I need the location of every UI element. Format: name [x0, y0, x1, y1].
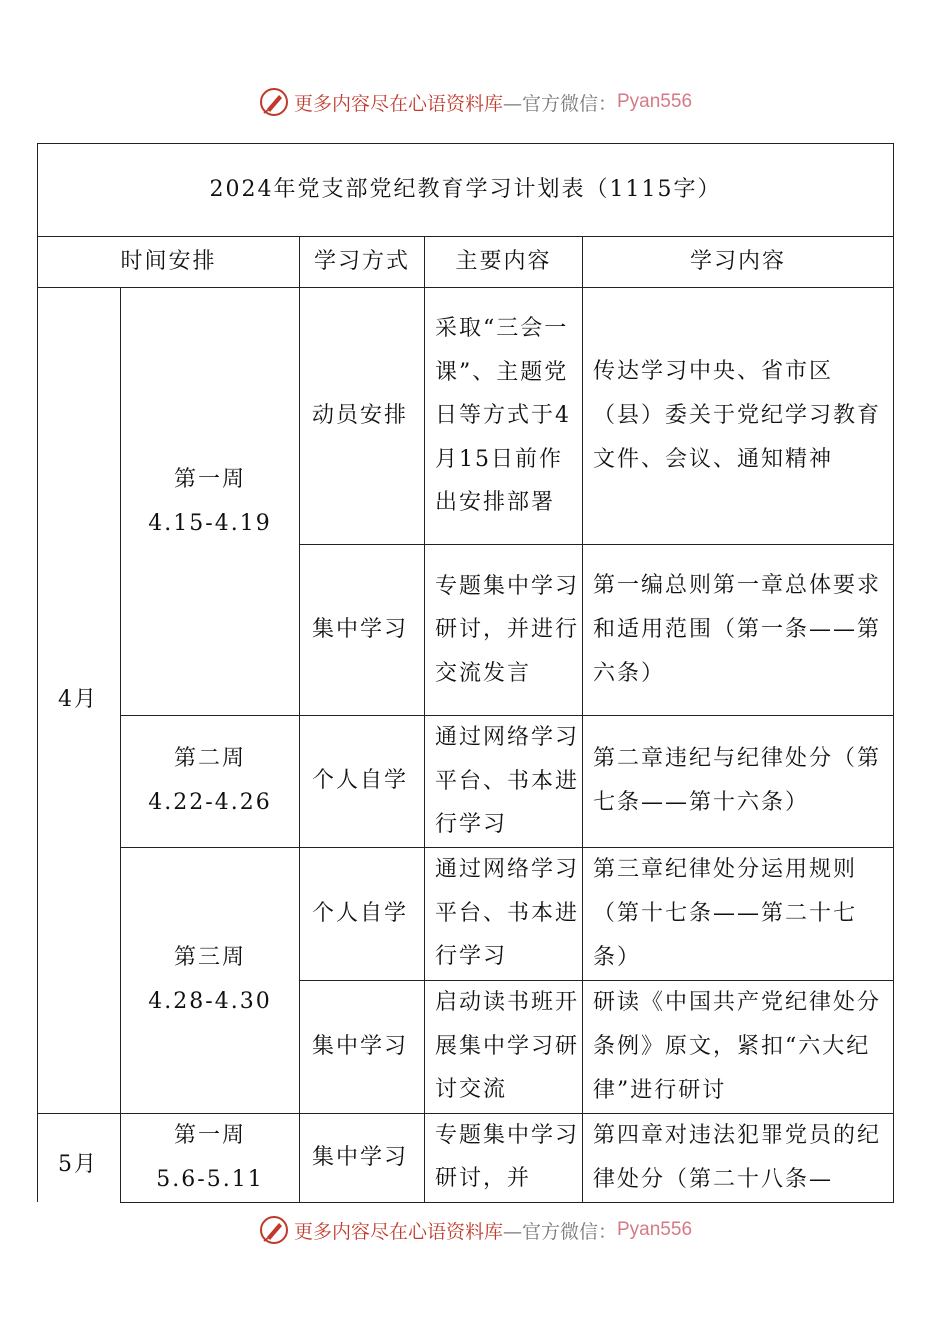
banner-site-name: 更多内容尽在心语资料库 [293, 1220, 503, 1243]
main-cell: 采取“三会一课”、主题党日等方式于4月15日前作出安排部署 [425, 288, 583, 545]
week-name: 第一周 [173, 1122, 246, 1148]
week-dates: 4.28-4.30 [148, 989, 272, 1014]
week-dates: 4.22-4.26 [148, 790, 272, 816]
week-name: 第一周 [173, 466, 246, 492]
content-cell: 第四章对违法犯罪党员的纪律处分（第二十八条— [583, 1113, 894, 1202]
content-cell: 研读《中国共产党纪律处分条例》原文，紧扣“六大纪律”进行研讨 [583, 980, 894, 1113]
header-time: 时间安排 [38, 237, 300, 288]
month-may: 5月 [38, 1113, 121, 1202]
week-cell [121, 1113, 300, 1202]
week-dates: 5.6-5.11 [156, 1166, 264, 1192]
content-cell: 第二章违纪与纪律处分（第七条——第十六条） [583, 716, 894, 848]
content-cell: 传达学习中央、省市区（县）委关于党纪学习教育文件、会议、通知精神 [583, 288, 894, 545]
week-cell [121, 847, 300, 1113]
pen-logo-icon [258, 1214, 290, 1246]
mode-cell: 个人自学 [300, 716, 425, 848]
banner-wechat-label: —官方微信： [502, 1220, 617, 1243]
content-cell: 第一编总则第一章总体要求和适用范围（第一条——第六条） [583, 545, 894, 716]
banner-wechat-id: Pyan556 [617, 1219, 693, 1240]
table-title: 2024年党支部党纪教育学习计划表（1115字） [38, 144, 894, 237]
week-name: 第三周 [173, 945, 246, 970]
mode-cell: 个人自学 [300, 847, 425, 980]
header-mode: 学习方式 [300, 237, 425, 288]
main-cell: 专题集中学习研讨，并进行交流发言 [425, 545, 583, 716]
pen-logo-icon [258, 86, 290, 118]
week-dates: 4.15-4.19 [148, 510, 272, 536]
month-april: 4月 [38, 288, 121, 1114]
header-banner [0, 82, 950, 122]
mode-cell: 集中学习 [300, 980, 425, 1113]
week-name: 第二周 [173, 746, 246, 772]
main-cell: 专题集中学习研讨，并 [425, 1113, 583, 1202]
main-cell: 通过网络学习平台、书本进行学习 [425, 847, 583, 980]
banner-wechat-id: Pyan556 [617, 91, 693, 112]
mode-cell: 动员安排 [300, 288, 425, 545]
banner-site-name: 更多内容尽在心语资料库 [293, 92, 503, 115]
banner-wechat-label: —官方微信： [502, 92, 617, 115]
mode-cell: 集中学习 [300, 1113, 425, 1202]
footer-banner [0, 1210, 950, 1250]
week-cell [121, 716, 300, 848]
mode-cell: 集中学习 [300, 545, 425, 716]
header-content: 学习内容 [583, 237, 894, 288]
study-plan-table [37, 143, 894, 1203]
week-cell [121, 288, 300, 716]
main-cell: 通过网络学习平台、书本进行学习 [425, 716, 583, 848]
content-cell: 第三章纪律处分运用规则（第十七条——第二十七条） [583, 847, 894, 980]
header-main: 主要内容 [425, 237, 583, 288]
main-cell: 启动读书班开展集中学习研讨交流 [425, 980, 583, 1113]
